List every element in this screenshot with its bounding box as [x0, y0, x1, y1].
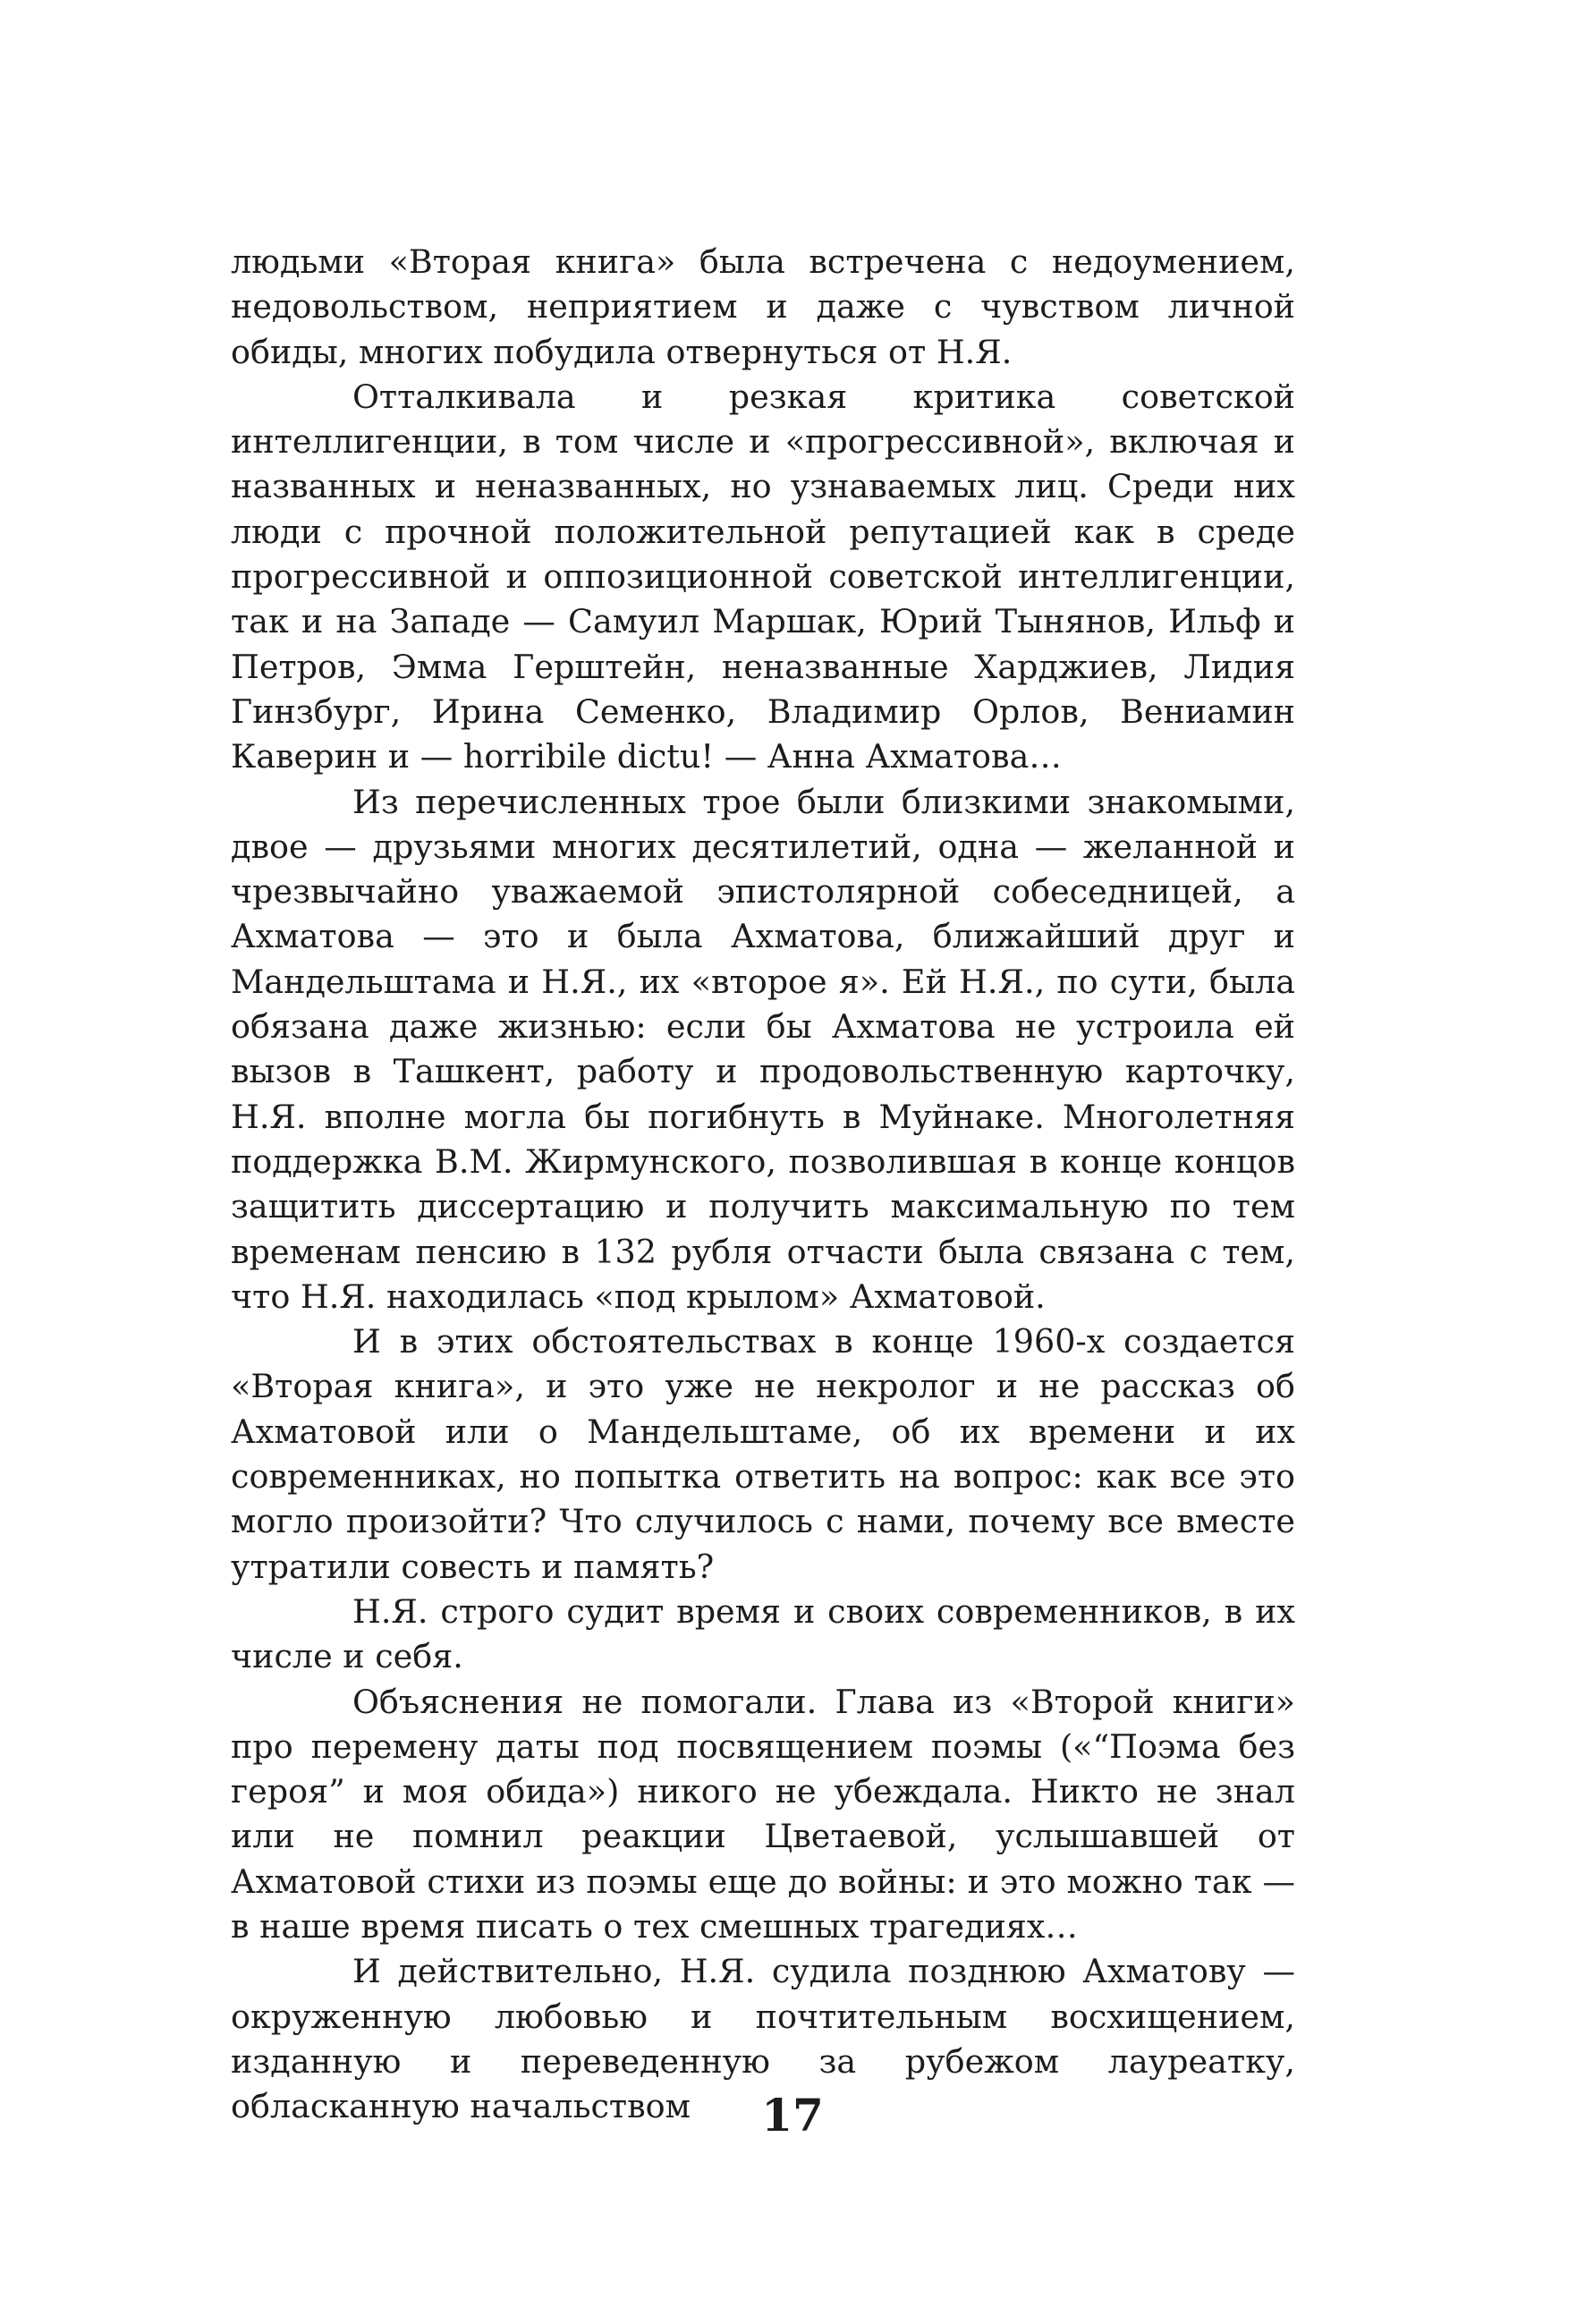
- paragraph: И в этих обстоятельствах в конце 1960-х создается «Вторая книга», и это уже не некролог и не рассказ об Ахматовой или о Мандельштаме, об их времени и их современниках, но попытка ответить на вопрос: как все это могло произойти? Что случилось с нами, почему все вместе утратили совесть и память?: [231, 1322, 1295, 1586]
- page-number: 17: [761, 2089, 824, 2142]
- paragraph: Отталкивала и резкая критика советской интеллигенции, в том числе и «прогрессивной», включая и названных и неназванных, но узнаваемых лиц. Среди них люди с прочной положительной репутацией как в среде прогрессивной и оппозиционной советской интеллигенции, так и на Западе — Самуил Маршак, Юрий Тынянов, Ильф и Петров, Эмма Герштейн, неназванные Харджиев, Лидия Гинзбург, Ирина Семенко, Владимир Орлов, Вениамин Каверин и — horribile dictu! — Анна Ахматова…: [231, 377, 1295, 776]
- paragraph: Н.Я. строго судит время и своих современников, в их числе и себя.: [231, 1591, 1295, 1676]
- paragraph: Объяснения не помогали. Глава из «Второй книги» про перемену даты под посвящением поэмы («“Поэма без героя” и моя обида») никого не убеждала. Никто не знал или не помнил реакции Цветаевой, услышавшей от Ахматовой стихи из поэмы еще до войны: и это можно так — в наше время писать о тех смешных трагедиях…: [231, 1682, 1295, 1946]
- paragraph: И действительно, Н.Я. судила позднюю Ахматову — окруженную любовью и почтительным восхищением, изданную и переведенную за рубежом лауреатку, обласканную начальством: [231, 1952, 1295, 2126]
- paragraph: людьми «Вторая книга» была встречена с недоумением, недовольством, неприятием и даже с чувством личной обиды, многих побудила отвернуться от Н.Я.: [231, 242, 1295, 371]
- paragraph: Из перечисленных трое были близкими знакомыми, двое — друзьями многих десятилетий, одна — желанной и чрезвычайно уважаемой эпистолярной собеседницей, а Ахматова — это и была Ахматова, ближайший друг и Мандельштама и Н.Я., их «второе я». Ей Н.Я., по сути, была обязана даже жизнью: если бы Ахматова не устроила ей вызов в Ташкент, работу и продовольственную карточку, Н.Я. вполне могла бы погибнуть в Муйнаке. Многолетняя поддержка В.М. Жирмунского, позволившая в конце концов защитить диссертацию и получить максимальную по тем временам пенсию в 132 рубля отчасти была связана с тем, что Н.Я. находилась «под крылом» Ахматовой.: [231, 782, 1295, 1316]
- body-text: [231, 240, 1295, 2129]
